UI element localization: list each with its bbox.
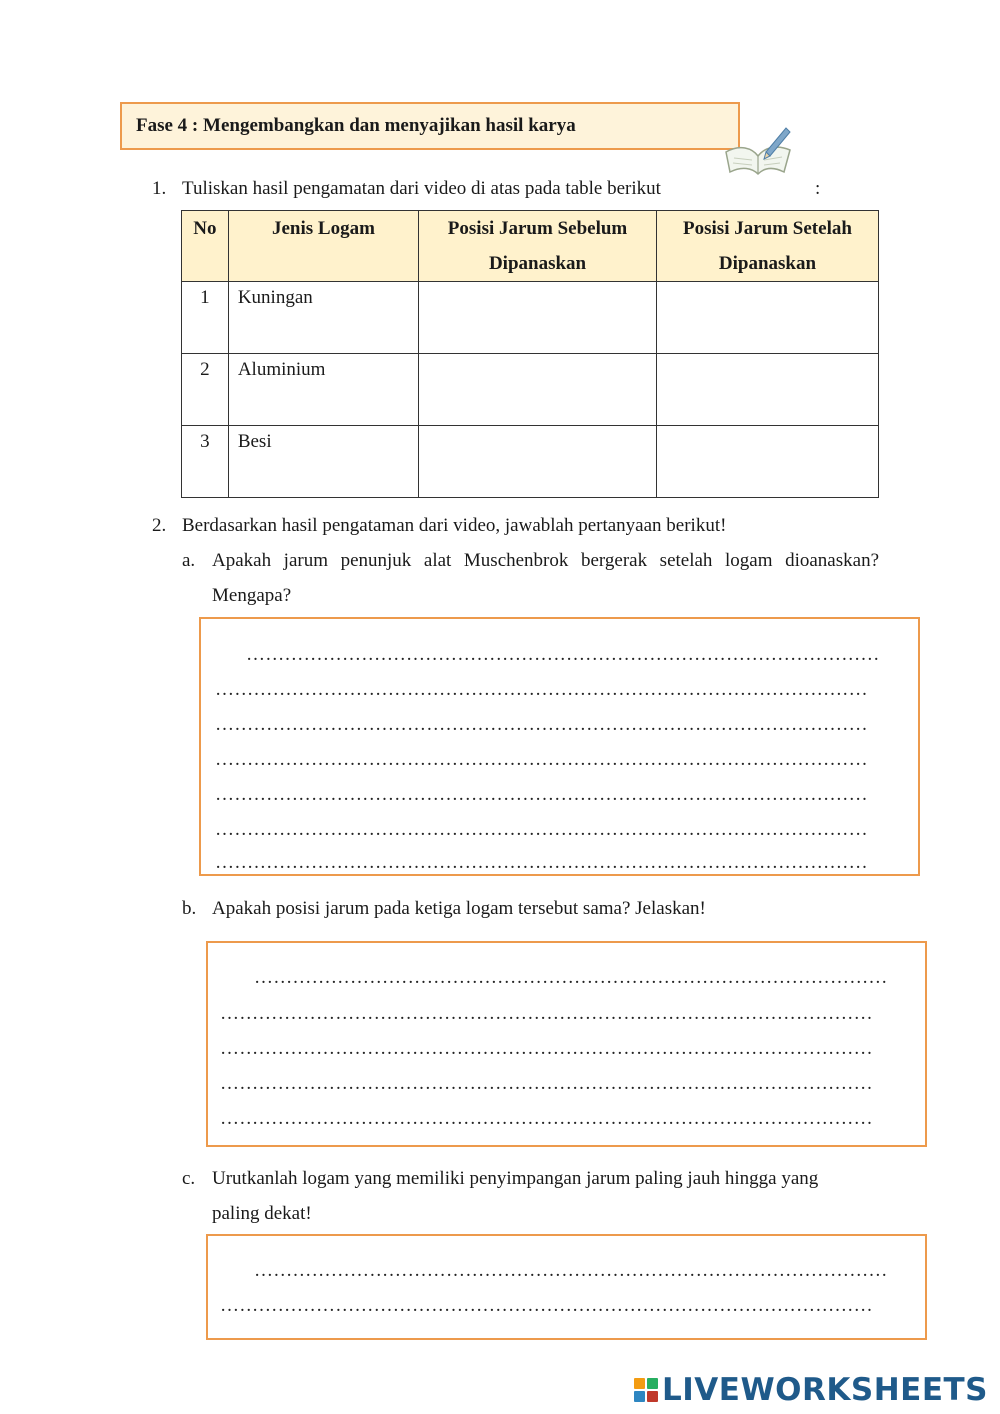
answer-cell-before[interactable] [419,282,657,354]
header-posisi-sebelum [419,211,657,282]
answer-line: ………………………………………………………………………………………… [220,1038,873,1059]
answer-line: ……………………………………………………………………………………… [246,644,880,665]
question-1-number: 1. [152,178,167,199]
open-book-pen-icon [722,122,794,178]
question-2c-line-1: Urutkanlah logam yang memiliki penyimpangan jarum paling jauh hingga yang [212,1168,819,1189]
answer-line: ………………………………………………………………………………………… [215,819,868,840]
question-2-number: 2. [152,515,167,536]
question-2b-letter: b. [182,898,197,919]
answer-box-2b[interactable] [206,941,927,1147]
question-1-colon: : [815,178,821,199]
phase-title: Fase 4 : Mengembangkan dan menyajikan hasil karya [136,115,576,136]
header-jenis-logam: Jenis Logam [228,211,418,282]
answer-box-2c[interactable] [206,1234,927,1340]
answer-line: ………………………………………………………………………………………… [220,1295,873,1316]
metal-name: Besi [228,426,418,498]
header-no: No [182,211,229,282]
answer-line: ………………………………………………………………………………………… [220,1108,873,1129]
logo-square [634,1378,645,1389]
answer-box-2a[interactable] [199,617,920,876]
table-header-row [182,211,879,282]
header-setelah-line-2: Dipanaskan [718,253,817,274]
logo-square [647,1391,658,1402]
row-number: 3 [182,426,229,498]
question-1-text: Tuliskan hasil pengamatan dari video di atas pada table berikut [182,178,661,199]
logo-square [634,1391,645,1402]
question-2a-letter: a. [182,550,196,571]
table-row [182,282,879,354]
liveworksheets-logo [634,1372,988,1408]
answer-line: ………………………………………………………………………………………… [215,714,868,735]
answer-line: ……………………………………………………………………………………… [254,1260,888,1281]
logo-square [647,1378,658,1389]
question-2b-text: Apakah posisi jarum pada ketiga logam tersebut sama? Jelaskan! [212,898,706,919]
answer-line: ………………………………………………………………………………………… [220,1073,873,1094]
question-2a-line-2: Mengapa? [212,585,292,606]
answer-line: ………………………………………………………………………………………… [215,784,868,805]
answer-cell-after[interactable] [656,282,878,354]
answer-line: ………………………………………………………………………………………… [215,679,868,700]
header-sebelum-line-1: Posisi Jarum Sebelum [447,218,628,239]
observation-table [181,210,879,498]
metal-name: Aluminium [228,354,418,426]
row-number: 2 [182,354,229,426]
question-2a-line-1: Apakah jarum penunjuk alat Muschenbrok bergerak setelah logam dioanaskan? [212,550,879,571]
question-2c-line-2: paling dekat! [212,1203,312,1224]
table-row [182,354,879,426]
header-sebelum-line-2: Dipanaskan [488,253,587,274]
question-2c-letter: c. [182,1168,196,1189]
metal-name: Kuningan [228,282,418,354]
liveworksheets-logo-text: LIVEWORKSHEETS [662,1372,988,1408]
answer-cell-before[interactable] [419,354,657,426]
liveworksheets-logo-icon [634,1378,658,1402]
answer-cell-after[interactable] [656,426,878,498]
row-number: 1 [182,282,229,354]
answer-line: ………………………………………………………………………………………… [215,852,868,873]
question-2-text: Berdasarkan hasil pengataman dari video, jawablah pertanyaan berikut! [182,515,727,536]
answer-line: ………………………………………………………………………………………… [215,749,868,770]
phase-header-box [120,102,740,150]
answer-line: ……………………………………………………………………………………… [254,967,888,988]
table-row [182,426,879,498]
answer-cell-after[interactable] [656,354,878,426]
answer-line: ………………………………………………………………………………………… [220,1003,873,1024]
header-setelah-line-1: Posisi Jarum Setelah [683,218,852,239]
header-posisi-setelah [656,211,878,282]
answer-cell-before[interactable] [419,426,657,498]
